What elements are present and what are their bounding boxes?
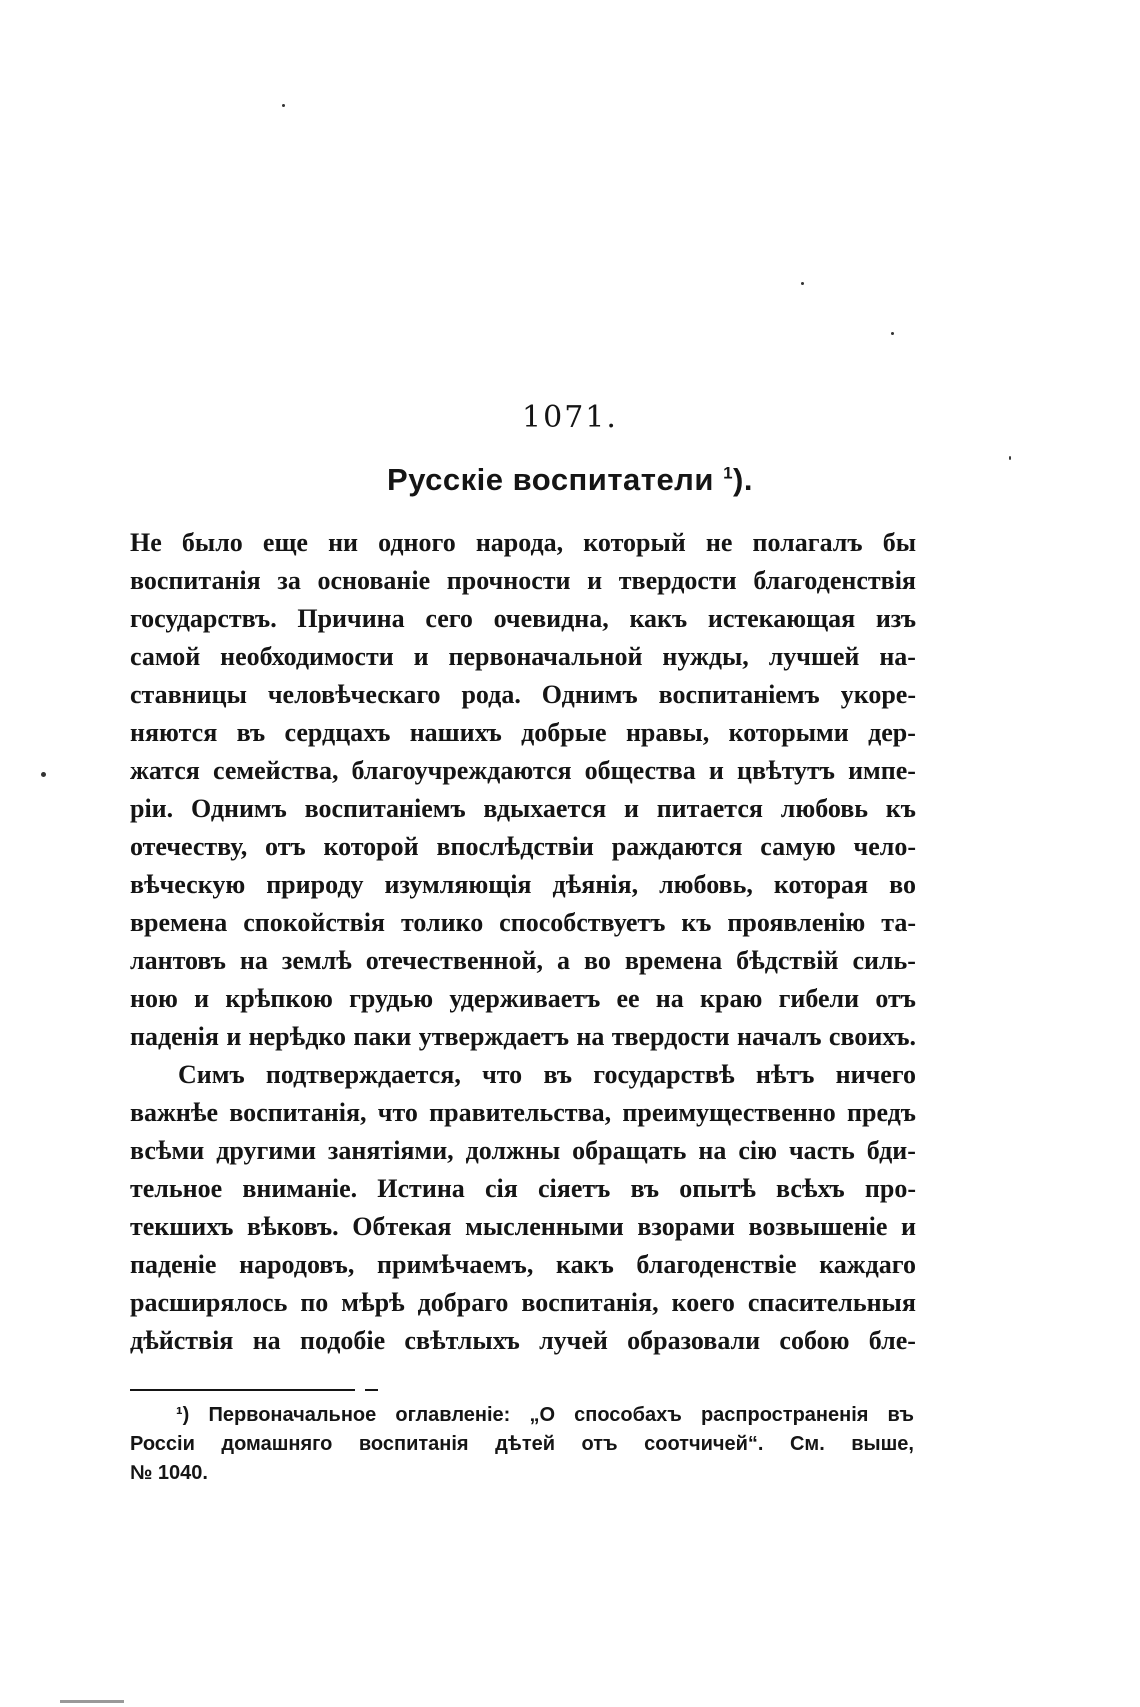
body-text-word: бле- [868, 1326, 916, 1355]
footnote-word: распространенiя [700, 1404, 869, 1426]
body-text-word: полагалъ [752, 528, 863, 557]
body-text-word: во [889, 870, 916, 899]
body-text-line [130, 980, 916, 1018]
body-text-word: утверждаетъ [418, 1022, 569, 1051]
body-text-line [130, 904, 916, 942]
body-text-word: отъ [265, 832, 306, 861]
body-text-word: грудью [349, 984, 434, 1013]
body-text-word: краю [700, 984, 763, 1013]
body-text-line [130, 600, 916, 638]
footnote-word: „О [529, 1404, 555, 1426]
document-title-text: Русскiе воспитатели [387, 462, 714, 497]
body-text-word: твердости [611, 1022, 730, 1051]
body-text-word: тельное [130, 1174, 223, 1203]
body-text-word: цвѣтутъ [736, 756, 835, 785]
body-text-word: воспитанiя, [229, 1098, 367, 1127]
body-text-line [130, 866, 916, 904]
body-text-word: та- [881, 908, 916, 937]
body-text-word: спокойствiя [243, 908, 385, 937]
body-text-word: времена [624, 946, 723, 975]
body-text-word: отечеству, [130, 832, 248, 861]
body-text-word: благоучреждаются [351, 756, 572, 785]
body-text-word: отечественной, [365, 946, 543, 975]
body-text-word: на [698, 1136, 727, 1165]
body-text-word: импе- [848, 756, 916, 785]
body-text-word: и [708, 756, 724, 785]
scan-speck [1009, 456, 1011, 460]
footnote-line [130, 1401, 914, 1430]
body-text-word: расширялось [130, 1288, 288, 1317]
body-text-word: дѣйствiя [130, 1326, 234, 1355]
body-text-word: въ [543, 1060, 573, 1089]
body-text-word: нравы, [625, 718, 710, 747]
body-text-word: одного [378, 528, 456, 557]
footnote-word: воспитанiя [358, 1433, 469, 1455]
body-text-word: рода. [461, 680, 521, 709]
body-text-line [130, 828, 916, 866]
body-text-word: лантовъ [130, 946, 226, 975]
body-text-word: обращать [572, 1136, 687, 1165]
body-text-word: природу [266, 870, 364, 899]
body-text-word: спасительныя [747, 1288, 916, 1317]
body-text-word: семейства, [212, 756, 339, 785]
body-text-word: твердости [618, 566, 737, 595]
body-text-word: занятiями, [327, 1136, 454, 1165]
body-text-word: должны [465, 1136, 561, 1165]
body-text-word: за [277, 566, 301, 595]
footnote-separator [130, 1389, 355, 1391]
body-text-word: во [583, 946, 611, 975]
body-text-word: нужды, [662, 642, 749, 671]
body-text-word: которыми [728, 718, 849, 747]
body-text-word: и [623, 794, 639, 823]
body-text-word: добраго [417, 1288, 509, 1317]
scan-speck [801, 282, 804, 285]
body-text-word: вѣческую [130, 870, 246, 899]
body-text-word: всѣми [130, 1136, 205, 1165]
body-text-word: часть [789, 1136, 855, 1165]
body-text-word: самой [130, 642, 201, 671]
body-text-word: паденiя [130, 1022, 219, 1051]
body-text-word: каждаго [819, 1250, 916, 1279]
body-text-word: и [900, 1212, 916, 1241]
footnote-word: выше, [851, 1433, 914, 1455]
body-text-word: коего [671, 1288, 735, 1317]
body-text-word: Однимъ [541, 680, 638, 709]
body-text-word: которой [323, 832, 419, 861]
body-text-word: мѣрѣ [341, 1288, 405, 1317]
footnote-word: оглавленiе: [395, 1404, 511, 1426]
document-number: 1071. [522, 400, 618, 435]
body-text-word: мысленными [465, 1212, 624, 1241]
footnote-word: № 1040. [130, 1462, 208, 1484]
body-text-word: воспитанiемъ [658, 680, 820, 709]
body-text-line [130, 942, 916, 980]
footnote-word: См. [789, 1433, 825, 1455]
body-text-word: въ [236, 718, 266, 747]
body-text-word: бы [882, 528, 916, 557]
body-text-word: Однимъ [190, 794, 287, 823]
body-text-word: жатся [130, 756, 200, 785]
body-text-word: другими [216, 1136, 316, 1165]
body-text-word: вдыхается [483, 794, 607, 823]
body-text-word: изъ [875, 604, 916, 633]
body-text-word: ною [130, 984, 178, 1013]
body-text-word: что [377, 1098, 418, 1127]
body-text-word: воспитанiя, [521, 1288, 659, 1317]
body-text-word: ни [328, 528, 359, 557]
body-text-word: нерѣдко [248, 1022, 347, 1051]
scan-edge-mark [60, 1700, 124, 1703]
body-text-word: своихъ. [828, 1022, 916, 1051]
body-text-word: вѣковъ. [247, 1212, 339, 1241]
body-text-word: а [556, 946, 570, 975]
body-text-word: и [226, 1022, 242, 1051]
body-text-line [130, 714, 916, 752]
body-text-word: на [655, 984, 684, 1013]
body-text-word: въ [630, 1174, 660, 1203]
footnote-line [130, 1430, 914, 1459]
body-text-word: началъ [736, 1022, 822, 1051]
body-text-word: отъ [875, 984, 916, 1013]
body-text-word: прочности [446, 566, 571, 595]
footnote-word: Россiи [130, 1433, 195, 1455]
body-text-word: ставницы [130, 680, 247, 709]
body-text-line [130, 562, 916, 600]
body-text-word: и [587, 566, 603, 595]
body-text-word: возвышенiе [748, 1212, 888, 1241]
footnote-word: Первоначальное [208, 1404, 377, 1426]
body-text-word: ничего [835, 1060, 916, 1089]
body-text-word: воспитанiя [130, 566, 261, 595]
body-text-line [130, 752, 916, 790]
body-text-word: чело- [853, 832, 916, 861]
body-text-word: не [705, 528, 733, 557]
body-text-word: дѣянiя, [552, 870, 639, 899]
body-text-word: способствуетъ [499, 908, 666, 937]
body-text-word: сiяетъ [537, 1174, 611, 1203]
body-text-word: предъ [847, 1098, 916, 1127]
body-text-word: Не [130, 528, 162, 557]
body-text-word: сiю [738, 1136, 778, 1165]
body-text-line [130, 790, 916, 828]
body-text-word: нашихъ [409, 718, 502, 747]
document-title-close: ). [733, 462, 753, 497]
body-text-word: сего [425, 604, 473, 633]
body-text-word: удерживаетъ [449, 984, 601, 1013]
body-text-word: первоначальной [448, 642, 643, 671]
body-text-word: рiи. [130, 794, 174, 823]
scan-speck [282, 104, 285, 107]
body-text-word: къ [885, 794, 916, 823]
body-text-word: Причина [297, 604, 405, 633]
body-text-word: бѣдствiй [736, 946, 839, 975]
body-text-word: было [181, 528, 243, 557]
body-text-word: что [482, 1060, 523, 1089]
body-text-word: ее [616, 984, 640, 1013]
body-text-word: любовь [780, 794, 869, 823]
body-text-word: важнѣе [130, 1098, 219, 1127]
body-text-word: государствъ. [130, 604, 277, 633]
footnote-reference: 1 [723, 463, 734, 483]
body-text-word: преимущественно [622, 1098, 836, 1127]
body-text-word: опытѣ [679, 1174, 756, 1203]
body-text-word: государствѣ [593, 1060, 735, 1089]
body-text-word: на [252, 1326, 281, 1355]
body-text-word: истекающая [707, 604, 856, 633]
body-text-line [130, 1322, 916, 1360]
body-text-word: которая [773, 870, 869, 899]
body-text-word: сердцахъ [284, 718, 391, 747]
footnote-word: ¹) [176, 1404, 190, 1426]
body-text-line [130, 1132, 916, 1170]
footnote-word: въ [887, 1404, 914, 1426]
body-text-word: лучей [539, 1326, 608, 1355]
body-text-word: народа, [475, 528, 564, 557]
body-text-word: Обтекая [352, 1212, 452, 1241]
footnote-word: дѣтей [495, 1433, 556, 1455]
body-text-line [130, 1170, 916, 1208]
body-text-line [130, 1094, 916, 1132]
body-text-word: впослѣдствiи [436, 832, 594, 861]
body-text-word: и [413, 642, 429, 671]
body-text-word: сiя [484, 1174, 518, 1203]
body-text-word: нѣтъ [755, 1060, 815, 1089]
body-text-word: на [239, 946, 268, 975]
body-text-word: правительства, [429, 1098, 612, 1127]
body-text-word: образовали [627, 1326, 761, 1355]
body-text-word: раждаются [611, 832, 743, 861]
body-text-line [130, 638, 916, 676]
body-text-word: благоденствiя [753, 566, 916, 595]
body-text-word: гибели [778, 984, 860, 1013]
body-text-word: питается [656, 794, 763, 823]
footnote [130, 1401, 914, 1488]
body-text-line [130, 1018, 916, 1056]
footnote-word: соотчичей“. [644, 1433, 764, 1455]
scan-speck [41, 772, 46, 777]
body-text-word: къ [681, 908, 712, 937]
body-text-line [130, 676, 916, 714]
body-text-word: Симъ [178, 1060, 245, 1089]
body-text-word: примѣчаемъ, [377, 1250, 534, 1279]
body-text-word: на [576, 1022, 605, 1051]
footnote-word: отъ [581, 1433, 618, 1455]
body-text-word: лучшей [768, 642, 860, 671]
body-text-word: любовь, [659, 870, 753, 899]
body-text-word: бди- [866, 1136, 916, 1165]
body-text-line [130, 1246, 916, 1284]
body-text-word: по [300, 1288, 329, 1317]
body-text-word: какъ [556, 1250, 614, 1279]
body-text-word: текшихъ [130, 1212, 234, 1241]
body-text-word: всѣхъ [776, 1174, 845, 1203]
body-text-word: собою [779, 1326, 850, 1355]
body-text-word: который [583, 528, 686, 557]
footnote-separator-tick [365, 1389, 378, 1391]
body-text-word: времена [130, 908, 228, 937]
body-text-word: дер- [868, 718, 916, 747]
body-text-word: няются [130, 718, 218, 747]
body-text-word: самую [760, 832, 836, 861]
body-text-word: добрые [521, 718, 607, 747]
body-text-word: про- [864, 1174, 916, 1203]
body-text-word: на- [879, 642, 916, 671]
body-text-word: еще [262, 528, 308, 557]
body-text-word: укоре- [840, 680, 916, 709]
body-text-word: общества [584, 756, 696, 785]
body-text-word: народовъ, [239, 1250, 355, 1279]
body-text-word: крѣпкою [225, 984, 333, 1013]
body-text-line [130, 1208, 916, 1246]
body-text-word: необходимости [220, 642, 394, 671]
body-text-line [130, 1056, 916, 1094]
body-text-line [130, 524, 916, 562]
body-text-word: очевидна, [493, 604, 609, 633]
body-text-word: паки [353, 1022, 412, 1051]
body-text-word: паденiе [130, 1250, 217, 1279]
body-text-word: человѣческаго [267, 680, 441, 709]
body-text-word: и [194, 984, 210, 1013]
body-text-word: подобiе [299, 1326, 386, 1355]
body-text [130, 524, 916, 1360]
body-text-word: силь- [852, 946, 916, 975]
body-text-word: основанiе [317, 566, 431, 595]
scan-speck [891, 332, 894, 335]
body-text-word: землѣ [281, 946, 352, 975]
body-text-word: воспитанiемъ [304, 794, 466, 823]
footnote-line [130, 1459, 914, 1488]
document-title [0, 462, 1140, 498]
body-text-word: проявленiю [727, 908, 866, 937]
body-text-line [130, 1284, 916, 1322]
body-text-word: взорами [637, 1212, 735, 1241]
body-text-word: подтверждается, [265, 1060, 461, 1089]
body-text-word: толико [400, 908, 484, 937]
footnote-word: способахъ [574, 1404, 682, 1426]
body-text-word: вниманiе. [242, 1174, 358, 1203]
footnote-word: домашняго [221, 1433, 333, 1455]
body-text-word: благоденствiе [636, 1250, 797, 1279]
body-text-word: свѣтлыхъ [404, 1326, 520, 1355]
body-text-word: изумляющiя [384, 870, 532, 899]
body-text-word: Истина [377, 1174, 465, 1203]
body-text-word: какъ [629, 604, 688, 633]
